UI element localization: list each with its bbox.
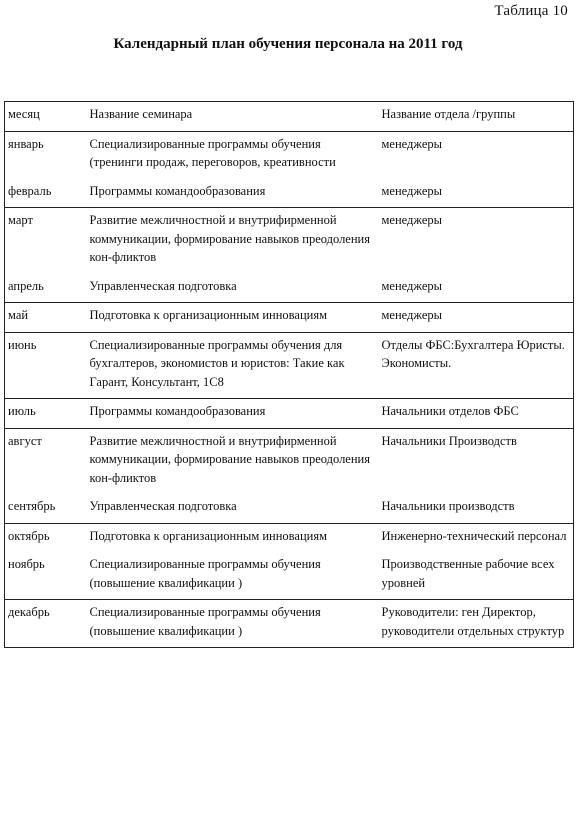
seminar-cell: Специализированные программы обучения (повышение квалификации )	[89, 605, 321, 638]
department-cell: Инженерно-технический персонал	[381, 528, 567, 543]
table-row	[5, 428, 574, 494]
seminar-cell: Специализированные программы обучения для бухгалтеров, экономистов и юристов: Такие как Гарант, Консультант, 1С8	[89, 337, 345, 389]
month-cell: май	[8, 308, 29, 322]
department-cell: Производственные рабочие всех уровней	[381, 557, 555, 590]
table-number-label: Таблица 10	[494, 3, 568, 19]
table-row	[5, 274, 574, 303]
month-cell: июль	[8, 404, 36, 418]
table-row	[5, 332, 574, 399]
training-plan-table	[4, 101, 574, 648]
table-row	[5, 208, 574, 274]
month-cell: ноябрь	[8, 557, 45, 571]
department-cell: менеджеры	[381, 136, 443, 151]
seminar-cell: Подготовка к организационным инновациям	[89, 308, 328, 322]
table-row	[5, 179, 574, 208]
seminar-cell: Специализированные программы обучения (повышение квалификации )	[89, 557, 321, 590]
department-cell: менеджеры	[381, 308, 443, 322]
seminar-cell: Развитие межличностной и внутрифирменной коммуникации, формирование навыков преодоления кон-фликтов	[89, 213, 370, 264]
department-cell: менеджеры	[381, 213, 443, 227]
seminar-cell: Подготовка к организационным инновациям	[89, 528, 328, 543]
department-cell: Начальники производств	[381, 499, 515, 513]
month-cell: октябрь	[8, 528, 50, 543]
month-cell: март	[8, 213, 33, 227]
month-cell: декабрь	[8, 605, 50, 619]
department-cell: менеджеры	[381, 278, 443, 293]
month-cell: сентябрь	[8, 499, 56, 513]
month-cell: январь	[8, 136, 44, 151]
seminar-cell: Программы командообразования	[89, 404, 266, 418]
table-header-row	[5, 102, 574, 132]
month-cell: август	[8, 433, 42, 448]
table-row	[5, 600, 574, 648]
department-cell: Руководители: ген Директор, руководители отдельных структур	[381, 605, 565, 638]
table-row	[5, 399, 574, 429]
seminar-cell: Программы командообразования	[89, 183, 266, 198]
seminar-cell: Специализированные программы обучения (тренинги продаж, переговоров, креативности	[89, 136, 336, 169]
column-header-month: месяц	[8, 107, 40, 121]
month-cell: февраль	[8, 183, 52, 198]
department-cell: Начальники отделов ФБС	[381, 404, 519, 418]
column-header-seminar: Название семинара	[89, 107, 193, 121]
month-cell: апрель	[8, 278, 44, 293]
department-cell: Начальники Производств	[381, 433, 517, 448]
column-header-department: Название отдела /группы	[381, 107, 516, 121]
table-row	[5, 303, 574, 333]
table-row	[5, 494, 574, 523]
document-title: Календарный план обучения персонала на 2011 год	[113, 36, 463, 52]
table-row	[5, 552, 574, 600]
department-cell: Отделы ФБС:Бухгалтера Юристы. Экономисты.	[381, 337, 565, 370]
seminar-cell: Развитие межличностной и внутрифирменной коммуникации, формирование навыков преодоления кон-фликтов	[89, 433, 370, 485]
department-cell: менеджеры	[381, 183, 443, 198]
seminar-cell: Управленческая подготовка	[89, 278, 237, 293]
table-row	[5, 523, 574, 552]
month-cell: июнь	[8, 337, 37, 352]
seminar-cell: Управленческая подготовка	[89, 499, 237, 513]
table-row	[5, 131, 574, 179]
